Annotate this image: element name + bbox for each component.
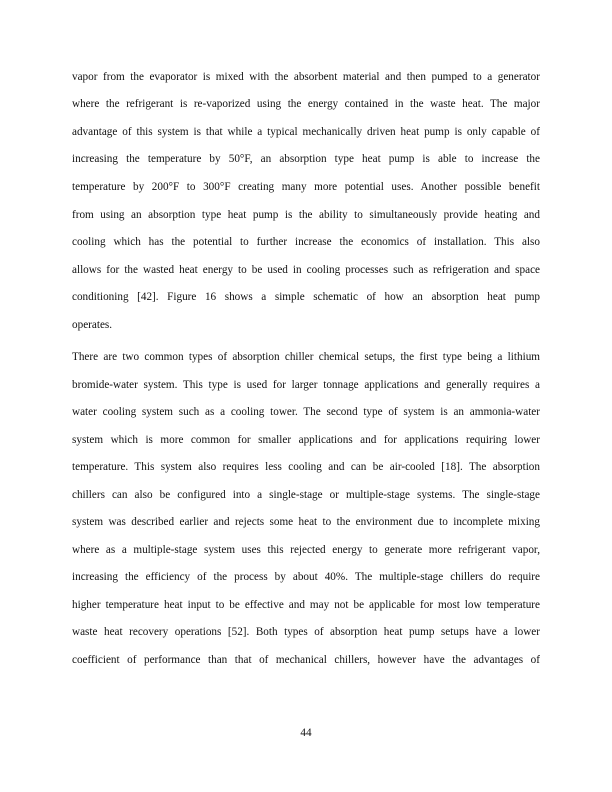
text-line: operates.	[72, 319, 113, 331]
text-line: where the refrigerant is re-vaporized using the energy contained in the waste heat. The major	[72, 98, 540, 110]
text-line: bromide-water system. This type is used for larger tonnage applications and generally requires a	[72, 379, 540, 391]
text-line: There are two common types of absorption chiller chemical setups, the first type being a lithium	[72, 351, 540, 363]
text-line: increasing the efficiency of the process by about 40%. The multiple-stage chillers do require	[72, 571, 540, 583]
text-line: coefficient of performance than that of mechanical chillers, however have the advantages of	[72, 654, 540, 666]
page-number: 44	[300, 727, 312, 739]
text-line: higher temperature heat input to be effective and may not be applicable for most low temperature	[72, 599, 540, 611]
text-line: cooling which has the potential to further increase the economics of installation. This also	[72, 236, 540, 248]
text-line: where as a multiple-stage system uses this rejected energy to generate more refrigerant vapor,	[72, 544, 540, 556]
text-line: conditioning [42]. Figure 16 shows a simple schematic of how an absorption heat pump	[72, 291, 540, 303]
text-line: advantage of this system is that while a typical mechanically driven heat pump is only capable of	[72, 126, 540, 138]
text-line: temperature by 200°F to 300°F creating many more potential uses. Another possible benefit	[72, 181, 540, 193]
text-line: waste heat recovery operations [52]. Both types of absorption heat pump setups have a lower	[72, 626, 540, 638]
text-line: increasing the temperature by 50°F, an absorption type heat pump is able to increase the	[72, 153, 540, 165]
text-line: chillers can also be configured into a single-stage or multiple-stage systems. The single-stage	[72, 489, 540, 501]
text-line: allows for the wasted heat energy to be used in cooling processes such as refrigeration and space	[72, 264, 540, 276]
text-line: system was described earlier and rejects some heat to the environment due to incomplete mixing	[72, 516, 540, 528]
text-line: from using an absorption type heat pump is the ability to simultaneously provide heating and	[72, 209, 540, 221]
text-line: temperature. This system also requires less cooling and can be air-cooled [18]. The absorption	[72, 461, 540, 473]
text-line: vapor from the evaporator is mixed with the absorbent material and then pumped to a generator	[72, 71, 540, 83]
text-line: water cooling system such as a cooling tower. The second type of system is an ammonia-water	[72, 406, 540, 418]
text-line: system which is more common for smaller applications and for applications requiring lower	[72, 434, 540, 446]
